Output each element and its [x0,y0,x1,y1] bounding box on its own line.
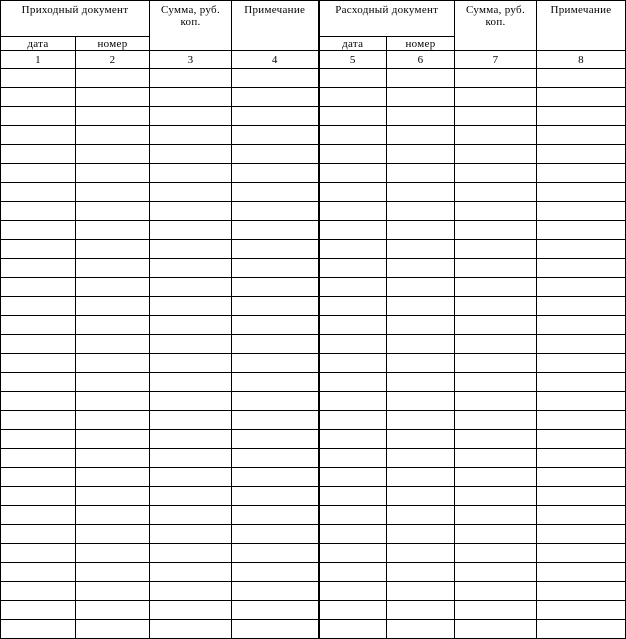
income-note-cell[interactable] [232,69,319,88]
income-note-cell[interactable] [232,145,319,164]
expense-note-cell[interactable] [537,259,626,278]
income-number-cell[interactable] [76,69,150,88]
expense-date-cell[interactable] [319,335,387,354]
income-sum-cell[interactable] [150,354,232,373]
expense-date-cell[interactable] [319,525,387,544]
income-sum-cell[interactable] [150,221,232,240]
expense-sum-cell[interactable] [455,373,537,392]
income-note-cell[interactable] [232,449,319,468]
expense-number-cell[interactable] [387,202,455,221]
income-sum-cell[interactable] [150,107,232,126]
income-date-cell[interactable] [1,487,76,506]
expense-date-cell[interactable] [319,601,387,620]
ledger-row [1,316,626,335]
expense-sum-cell[interactable] [455,240,537,259]
expense-note-cell[interactable] [537,563,626,582]
income-sum-cell[interactable] [150,297,232,316]
expense-date-cell[interactable] [319,69,387,88]
expense-note-cell[interactable] [537,69,626,88]
income-number-cell[interactable] [76,145,150,164]
ledger-row [1,354,626,373]
income-note-cell[interactable] [232,506,319,525]
income-date-cell[interactable] [1,316,76,335]
expense-number-cell[interactable] [387,240,455,259]
expense-date-cell[interactable] [319,430,387,449]
expense-note-header: Примечание [537,1,626,51]
ledger-row [1,411,626,430]
expense-number-cell[interactable] [387,430,455,449]
expense-number-cell[interactable] [387,316,455,335]
expense-number-header: номер [387,37,455,51]
expense-date-cell[interactable] [319,259,387,278]
ledger-row [1,259,626,278]
income-date-cell[interactable] [1,544,76,563]
income-number-cell[interactable] [76,563,150,582]
expense-number-cell[interactable] [387,335,455,354]
ledger-row [1,525,626,544]
expense-date-cell[interactable] [319,449,387,468]
income-date-cell[interactable] [1,563,76,582]
expense-note-cell[interactable] [537,240,626,259]
income-note-cell[interactable] [232,240,319,259]
expense-note-cell[interactable] [537,316,626,335]
expense-sum-cell[interactable] [455,601,537,620]
income-date-cell[interactable] [1,582,76,601]
expense-date-cell[interactable] [319,145,387,164]
expense-sum-cell[interactable] [455,297,537,316]
expense-sum-cell[interactable] [455,411,537,430]
income-number-cell[interactable] [76,430,150,449]
expense-sum-cell[interactable] [455,544,537,563]
income-document-header: Приходный документ [1,1,150,37]
expense-note-cell[interactable] [537,430,626,449]
expense-number-cell[interactable] [387,221,455,240]
income-sum-cell[interactable] [150,411,232,430]
income-number-cell[interactable] [76,335,150,354]
income-sum-cell[interactable] [150,430,232,449]
expense-note-cell[interactable] [537,335,626,354]
income-sum-cell[interactable] [150,392,232,411]
expense-note-cell[interactable] [537,487,626,506]
income-sum-cell[interactable] [150,88,232,107]
income-date-cell[interactable] [1,126,76,145]
expense-number-cell[interactable] [387,126,455,145]
expense-sum-cell[interactable] [455,430,537,449]
ledger-row [1,373,626,392]
ledger-row [1,126,626,145]
expense-date-cell[interactable] [319,88,387,107]
column-number: 2 [76,51,150,69]
expense-note-cell[interactable] [537,183,626,202]
ledger-row [1,544,626,563]
income-date-cell[interactable] [1,449,76,468]
expense-note-cell[interactable] [537,126,626,145]
expense-number-cell[interactable] [387,278,455,297]
expense-note-cell[interactable] [537,145,626,164]
expense-note-cell[interactable] [537,582,626,601]
income-sum-cell[interactable] [150,525,232,544]
expense-note-cell[interactable] [537,544,626,563]
income-note-cell[interactable] [232,411,319,430]
expense-sum-cell[interactable] [455,107,537,126]
income-sum-cell[interactable] [150,259,232,278]
income-number-cell[interactable] [76,221,150,240]
expense-date-header: дата [319,37,387,51]
income-sum-cell[interactable] [150,69,232,88]
expense-number-cell[interactable] [387,506,455,525]
column-number: 5 [319,51,387,69]
expense-number-cell[interactable] [387,183,455,202]
income-note-cell[interactable] [232,354,319,373]
income-number-header: номер [76,37,150,51]
ledger-row [1,335,626,354]
income-sum-cell[interactable] [150,164,232,183]
expense-date-cell[interactable] [319,563,387,582]
income-note-cell[interactable] [232,525,319,544]
income-note-cell[interactable] [232,468,319,487]
expense-number-cell[interactable] [387,69,455,88]
ledger-row [1,487,626,506]
expense-number-cell[interactable] [387,601,455,620]
ledger-row [1,278,626,297]
income-number-cell[interactable] [76,107,150,126]
income-date-cell[interactable] [1,335,76,354]
expense-number-cell[interactable] [387,259,455,278]
expense-date-cell[interactable] [319,544,387,563]
expense-document-header: Расходный документ [319,1,455,37]
income-note-cell[interactable] [232,259,319,278]
expense-sum-cell[interactable] [455,145,537,164]
column-number: 8 [537,51,626,69]
expense-date-cell[interactable] [319,506,387,525]
income-note-cell[interactable] [232,126,319,145]
expense-note-cell[interactable] [537,506,626,525]
expense-sum-cell[interactable] [455,487,537,506]
ledger-row [1,107,626,126]
income-date-cell[interactable] [1,525,76,544]
expense-date-cell[interactable] [319,468,387,487]
expense-note-cell[interactable] [537,411,626,430]
income-date-cell[interactable] [1,69,76,88]
income-note-cell[interactable] [232,164,319,183]
income-number-cell[interactable] [76,164,150,183]
income-note-cell[interactable] [232,487,319,506]
income-date-cell[interactable] [1,107,76,126]
income-sum-cell[interactable] [150,544,232,563]
expense-sum-cell[interactable] [455,354,537,373]
expense-note-cell[interactable] [537,278,626,297]
column-number: 4 [232,51,319,69]
income-note-cell[interactable] [232,392,319,411]
expense-date-cell[interactable] [319,164,387,183]
expense-sum-cell[interactable] [455,392,537,411]
income-number-cell[interactable] [76,506,150,525]
expense-sum-cell[interactable] [455,563,537,582]
expense-number-cell[interactable] [387,145,455,164]
expense-number-cell[interactable] [387,525,455,544]
income-sum-cell[interactable] [150,563,232,582]
expense-note-cell[interactable] [537,468,626,487]
expense-note-cell[interactable] [537,525,626,544]
income-note-cell[interactable] [232,430,319,449]
column-number: 6 [387,51,455,69]
expense-sum-cell[interactable] [455,164,537,183]
ledger-row [1,601,626,620]
ledger-row [1,506,626,525]
expense-note-cell[interactable] [537,221,626,240]
income-date-cell[interactable] [1,164,76,183]
income-sum-cell[interactable] [150,468,232,487]
income-date-cell[interactable] [1,468,76,487]
income-date-cell[interactable] [1,354,76,373]
expense-date-cell[interactable] [319,240,387,259]
income-date-cell[interactable] [1,297,76,316]
income-sum-cell[interactable] [150,240,232,259]
ledger-row [1,145,626,164]
expense-date-cell[interactable] [319,297,387,316]
income-number-cell[interactable] [76,259,150,278]
income-date-cell[interactable] [1,202,76,221]
expense-sum-cell[interactable] [455,468,537,487]
expense-date-cell[interactable] [319,183,387,202]
income-number-cell[interactable] [76,354,150,373]
expense-number-cell[interactable] [387,563,455,582]
income-note-cell[interactable] [232,544,319,563]
income-date-cell[interactable] [1,221,76,240]
income-note-cell[interactable] [232,88,319,107]
income-note-cell[interactable] [232,297,319,316]
column-number-row [1,51,626,69]
income-sum-cell[interactable] [150,278,232,297]
expense-date-cell[interactable] [319,202,387,221]
expense-sum-cell[interactable] [455,183,537,202]
expense-number-cell[interactable] [387,449,455,468]
income-note-header: Примечание [232,1,319,51]
income-sum-cell[interactable] [150,373,232,392]
income-sum-cell[interactable] [150,202,232,221]
income-number-cell[interactable] [76,202,150,221]
ledger-row [1,88,626,107]
income-number-cell[interactable] [76,411,150,430]
expense-sum-cell[interactable] [455,69,537,88]
income-sum-cell[interactable] [150,487,232,506]
expense-note-cell[interactable] [537,107,626,126]
expense-note-cell[interactable] [537,297,626,316]
ledger-row [1,164,626,183]
expense-sum-cell[interactable] [455,126,537,145]
income-date-cell[interactable] [1,411,76,430]
income-note-cell[interactable] [232,221,319,240]
expense-note-cell[interactable] [537,354,626,373]
income-number-cell[interactable] [76,373,150,392]
expense-number-cell[interactable] [387,544,455,563]
expense-date-cell[interactable] [319,411,387,430]
expense-date-cell[interactable] [319,221,387,240]
income-date-cell[interactable] [1,373,76,392]
ledger-row [1,392,626,411]
expense-date-cell[interactable] [319,107,387,126]
expense-date-cell[interactable] [319,354,387,373]
income-note-cell[interactable] [232,107,319,126]
expense-number-cell[interactable] [387,582,455,601]
income-sum-header: Сумма, руб. коп. [150,1,232,51]
expense-number-cell[interactable] [387,107,455,126]
income-date-cell[interactable] [1,601,76,620]
expense-number-cell[interactable] [387,468,455,487]
income-date-cell[interactable] [1,88,76,107]
expense-number-cell[interactable] [387,354,455,373]
expense-note-cell[interactable] [537,392,626,411]
income-number-cell[interactable] [76,544,150,563]
expense-sum-cell[interactable] [455,278,537,297]
income-sum-cell[interactable] [150,183,232,202]
expense-date-cell[interactable] [319,278,387,297]
expense-note-cell[interactable] [537,373,626,392]
income-number-cell[interactable] [76,468,150,487]
expense-sum-cell[interactable] [455,449,537,468]
expense-sum-cell[interactable] [455,582,537,601]
expense-number-cell[interactable] [387,164,455,183]
expense-sum-cell[interactable] [455,221,537,240]
ledger-row [1,221,626,240]
expense-sum-cell[interactable] [455,506,537,525]
income-number-cell[interactable] [76,392,150,411]
income-sum-cell[interactable] [150,145,232,164]
income-number-cell[interactable] [76,601,150,620]
income-note-cell[interactable] [232,601,319,620]
income-sum-cell[interactable] [150,126,232,145]
income-sum-cell[interactable] [150,335,232,354]
expense-note-cell[interactable] [537,202,626,221]
expense-note-cell[interactable] [537,449,626,468]
income-number-cell[interactable] [76,449,150,468]
ledger-row [1,563,626,582]
income-sum-cell[interactable] [150,506,232,525]
expense-date-cell[interactable] [319,487,387,506]
ledger-row [1,240,626,259]
income-note-cell[interactable] [232,316,319,335]
expense-number-cell[interactable] [387,297,455,316]
income-number-cell[interactable] [76,582,150,601]
header-row-top [1,1,626,37]
income-sum-cell[interactable] [150,449,232,468]
income-number-cell[interactable] [76,88,150,107]
expense-number-cell[interactable] [387,392,455,411]
expense-number-cell[interactable] [387,373,455,392]
income-note-cell[interactable] [232,373,319,392]
income-sum-cell[interactable] [150,582,232,601]
expense-note-cell[interactable] [537,88,626,107]
expense-sum-cell[interactable] [455,88,537,107]
income-number-cell[interactable] [76,240,150,259]
income-date-cell[interactable] [1,430,76,449]
ledger-row [1,468,626,487]
income-number-cell[interactable] [76,278,150,297]
expense-date-cell[interactable] [319,392,387,411]
expense-sum-cell[interactable] [455,202,537,221]
expense-number-cell[interactable] [387,411,455,430]
expense-sum-cell[interactable] [455,316,537,335]
ledger-row [1,202,626,221]
income-note-cell[interactable] [232,563,319,582]
ledger-row [1,449,626,468]
expense-date-cell[interactable] [319,316,387,335]
ledger-row [1,69,626,88]
column-number: 3 [150,51,232,69]
expense-note-cell[interactable] [537,601,626,620]
ledger-row [1,582,626,601]
income-date-cell[interactable] [1,278,76,297]
income-sum-cell[interactable] [150,316,232,335]
income-note-cell[interactable] [232,202,319,221]
income-number-cell[interactable] [76,126,150,145]
expense-number-cell[interactable] [387,88,455,107]
income-number-cell[interactable] [76,183,150,202]
income-note-cell[interactable] [232,278,319,297]
expense-date-cell[interactable] [319,373,387,392]
income-date-cell[interactable] [1,240,76,259]
expense-sum-cell[interactable] [455,335,537,354]
income-date-cell[interactable] [1,506,76,525]
income-date-header: дата [1,37,76,51]
expense-number-cell[interactable] [387,487,455,506]
income-sum-cell[interactable] [150,601,232,620]
income-number-cell[interactable] [76,316,150,335]
column-number: 7 [455,51,537,69]
income-date-cell[interactable] [1,392,76,411]
expense-date-cell[interactable] [319,126,387,145]
ledger-row [1,183,626,202]
expense-sum-cell[interactable] [455,259,537,278]
income-number-cell[interactable] [76,297,150,316]
ledger-row [1,430,626,449]
income-number-cell[interactable] [76,525,150,544]
expense-date-cell[interactable] [319,582,387,601]
income-note-cell[interactable] [232,183,319,202]
expense-note-cell[interactable] [537,164,626,183]
column-number: 1 [1,51,76,69]
income-date-cell[interactable] [1,183,76,202]
income-note-cell[interactable] [232,335,319,354]
income-note-cell[interactable] [232,582,319,601]
ledger-row [1,297,626,316]
expense-sum-header: Сумма, руб. коп. [455,1,537,51]
expense-sum-cell[interactable] [455,525,537,544]
income-date-cell[interactable] [1,145,76,164]
income-date-cell[interactable] [1,259,76,278]
income-number-cell[interactable] [76,487,150,506]
